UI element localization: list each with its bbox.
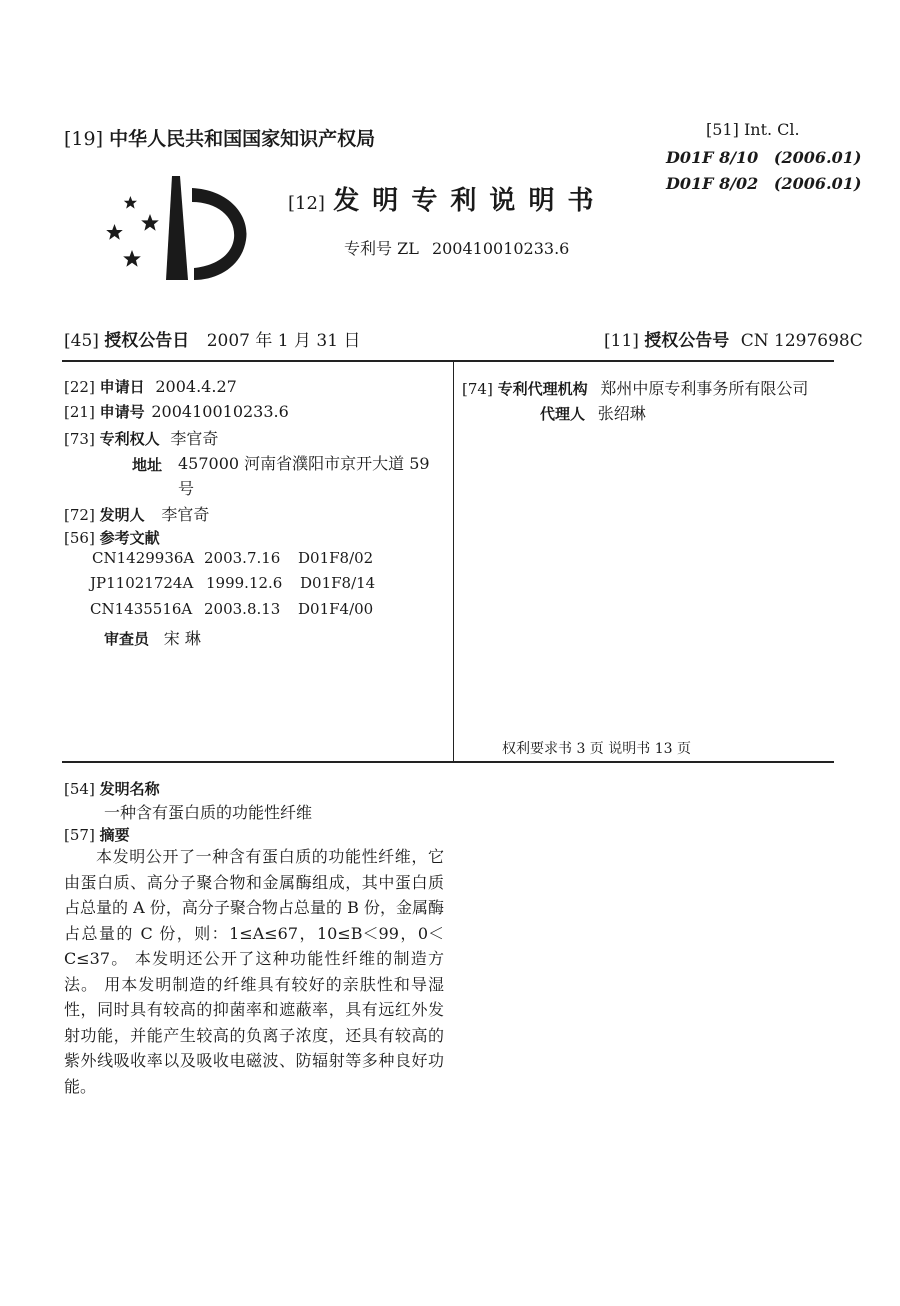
grant-number-tag: [11] (604, 331, 639, 351)
agency: 郑州中原专利事务所有限公司 (600, 379, 809, 398)
address-line-1: 457000 河南省濮阳市京开大道 59 (178, 454, 430, 473)
field-label: 代理人 (540, 405, 586, 423)
reference-date: 2003.7.16 (204, 549, 281, 567)
agency-row (462, 376, 808, 399)
field-tag: [73] (64, 430, 95, 448)
reference-class: D01F8/02 (298, 549, 374, 567)
field-tag: [57] (64, 826, 95, 844)
classification-row (666, 148, 861, 167)
sipo-emblem-icon (100, 168, 250, 288)
application-number: 200410010233.6 (151, 402, 289, 421)
address-label: 地址 (132, 456, 163, 474)
classification-row (666, 174, 861, 193)
bottom-divider (62, 761, 834, 763)
abstract-paragraph: 本发明公开了一种含有蛋白质的功能性纤维，它由蛋白质、高分子聚合物和金属酶组成，其中蛋白质占总量的 A 份，高分子聚合物占总量的 B 份，金属酶占总量的 C 份，则：1≤A≤67，10≤B＜99，0＜C≤37。 本发明还公开了这种功能性纤维的制造方法。 用本发明制造的纤维具有较好的亲肤性和导湿性，同时具有较高的抑菌率和遮蔽率，具有远红外发射功能，并能产生较高的负离子浓度，还具有较高的紫外线吸收率以及吸收电磁波、防辐射等多种良好功能。 (64, 847, 444, 1096)
top-divider (62, 360, 834, 362)
classification-tag: [51] (706, 120, 739, 139)
classification-header (706, 120, 800, 139)
address-line-2: 号 (178, 479, 195, 498)
grant-number-label: 授权公告号 (644, 331, 730, 351)
issuer-line (64, 124, 375, 151)
doc-type-line (288, 180, 596, 217)
field-label: 专利代理机构 (497, 380, 588, 398)
patent-number-line (344, 236, 569, 259)
patentee-row (64, 426, 218, 449)
inventor: 李官奇 (161, 505, 210, 524)
examiner: 宋 琳 (163, 629, 201, 648)
classification-code: D01F 8/10 (666, 148, 759, 167)
reference-doc: CN1435516A (90, 600, 193, 618)
patentee: 李官奇 (170, 429, 219, 448)
field-label: 专利权人 (99, 430, 160, 448)
abstract-header (64, 824, 130, 845)
reference-date: 2003.8.13 (204, 600, 281, 618)
field-label: 申请日 (99, 378, 145, 396)
issuer-tag: [19] (64, 128, 104, 150)
column-divider (453, 361, 454, 761)
classification-label: Int. Cl. (743, 120, 800, 139)
invention-title: 一种含有蛋白质的功能性纤维 (104, 803, 313, 822)
patent-no: 200410010233.6 (431, 239, 570, 258)
examiner-label: 审查员 (104, 630, 150, 648)
field-tag: [72] (64, 506, 95, 524)
grant-date-tag: [45] (64, 331, 99, 351)
application-date: 2004.4.27 (155, 377, 237, 396)
reference-date: 1999.12.6 (206, 574, 283, 592)
grant-number-line (604, 326, 863, 351)
title-header (64, 778, 160, 799)
field-label: 申请号 (99, 403, 145, 421)
patent-no-label: 专利号 ZL (344, 239, 419, 258)
agent-row (540, 401, 646, 424)
field-tag: [22] (64, 378, 95, 396)
reference-class: D01F4/00 (298, 600, 374, 618)
field-tag: [74] (462, 380, 493, 398)
references-header (64, 527, 160, 548)
reference-doc: JP11021724A (90, 574, 194, 592)
field-tag: [54] (64, 780, 95, 798)
grant-number: CN 1297698C (740, 331, 863, 351)
classification-edition: (2006.01) (773, 148, 862, 167)
field-label: 参考文献 (99, 529, 160, 547)
doc-type-tag: [12] (288, 193, 325, 214)
field-label: 摘要 (99, 826, 130, 844)
agent: 张绍琳 (597, 404, 646, 423)
abstract-body (64, 844, 444, 1099)
field-tag: [21] (64, 403, 95, 421)
classification-edition: (2006.01) (773, 174, 862, 193)
application-date-row (64, 376, 237, 397)
reference-class: D01F8/14 (300, 574, 376, 592)
grant-date-label: 授权公告日 (104, 331, 190, 351)
grant-date-line (64, 326, 360, 351)
grant-date: 2007 年 1 月 31 日 (206, 331, 361, 351)
application-number-row (64, 401, 289, 422)
examiner-row (104, 626, 201, 649)
reference-doc: CN1429936A (92, 549, 195, 567)
field-label: 发明名称 (99, 780, 160, 798)
field-tag: [56] (64, 529, 95, 547)
classification-code: D01F 8/02 (666, 174, 759, 193)
page-counts: 权利要求书 3 页 说明书 13 页 (502, 741, 691, 757)
issuer-name: 中华人民共和国国家知识产权局 (109, 128, 376, 150)
field-label: 发明人 (99, 506, 145, 524)
doc-type: 发 明 专 利 说 明 书 (333, 186, 596, 216)
inventor-row (64, 502, 209, 525)
